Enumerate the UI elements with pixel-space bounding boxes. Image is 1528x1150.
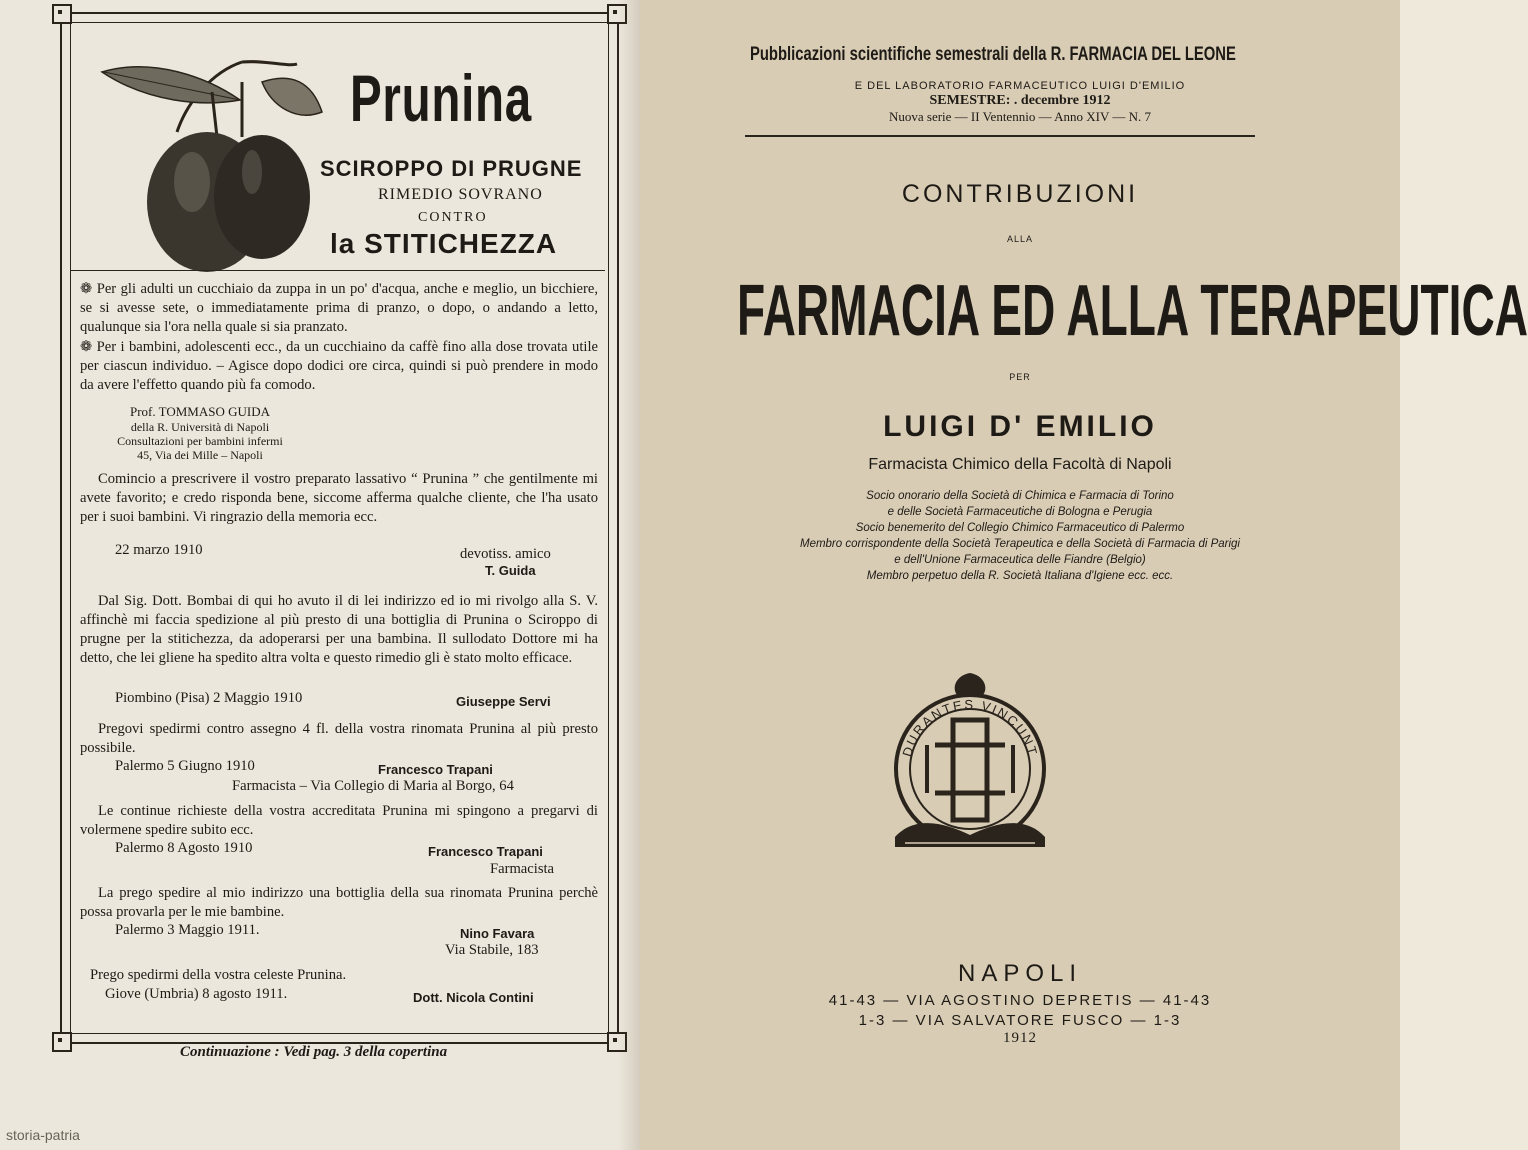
directions-children: ❁ Per i bambini, adolescenti ecc., da un cucchiaino da caffè fino alla dose trovata utile per ciascun individuo. – Agisce dopo dodici ore circa, quindi si può prendere in modo da avere l'effetto quando più fa comodo.: [80, 339, 598, 393]
per-label: PER: [1009, 372, 1031, 382]
brand-name: Prunina: [350, 61, 532, 135]
watermark: storia-patria: [6, 1127, 80, 1143]
left-page: [0, 0, 640, 1150]
product-subtitle: SCIROPPO DI PRUGNE: [320, 156, 583, 181]
testimonial-text: Comincio a prescrivere il vostro preparato lassativo “ Prunina ” che gentilmente mi avete favorito; e credo risponda bene, siccome afferma qualche cliente, che l'ha usato per i suoi bambini. Vi ringrazio della memoria ecc.: [80, 471, 598, 525]
directions-adults: ❁ Per gli adulti un cucchiaio da zuppa in un po' d'acqua, anche e meglio, un bicchiere, se si avesse sete, o immediatamente prima di pranzo, o dopo, o andando a letto, qualunque sia l'ora nella quale si sia pranzato.: [80, 281, 598, 335]
publication-line-1: Pubblicazioni scientifiche semestrali della R. FARMACIA DEL LEONE: [750, 44, 1236, 65]
address-line-2: 1-3 — VIA SALVATORE FUSCO — 1-3: [858, 1012, 1182, 1029]
testimonial-text: Pregovi spedirmi contro assegno 4 fl. della vostra rinomata Prunina al più presto possibile.: [80, 721, 598, 756]
testimonial-extra: Farmacista: [490, 861, 555, 877]
condition-label: la STITICHEZZA: [330, 228, 558, 259]
testimonial-date: Palermo 3 Maggio 1911.: [115, 922, 260, 938]
membership-line: Socio onorario della Società di Chimica e Farmacia di Torino: [866, 490, 1174, 502]
publisher-emblem: [865, 665, 1075, 875]
testimonial-text: Prego spedirmi della vostra celeste Prunina.: [90, 967, 347, 983]
testimonial-date: Palermo 8 Agosto 1910: [115, 840, 253, 856]
testimonial-signature: Nino Favara: [460, 926, 535, 941]
main-title: FARMACIA ED ALLA TERAPEUTICA: [737, 271, 1528, 351]
publication-line-2: E DEL LABORATORIO FARMACEUTICO LUIGI D'EMILIO: [854, 80, 1186, 92]
testimonial-date: 22 marzo 1910: [115, 542, 203, 558]
testimonial-extra: Farmacista – Via Collegio di Maria al Borgo, 64: [232, 778, 514, 794]
author-title: Farmacista Chimico della Facoltà di Napoli: [868, 456, 1172, 473]
testimonial-signature: Francesco Trapani: [428, 844, 543, 859]
doctor-line2: Consultazioni per bambini infermi: [117, 434, 283, 448]
testimonial-text: La prego spedire al mio indirizzo una bottiglia della sua rinomata Prunina perchè possa provarla per le mie bambine.: [80, 885, 598, 920]
contributions-heading: CONTRIBUZIONI: [901, 180, 1139, 208]
address-line-1: 41-43 — VIA AGOSTINO DEPRETIS — 41-43: [828, 992, 1212, 1009]
contro-label: CONTRO: [418, 210, 488, 225]
svg-text:DURANTES VINCUNT: [899, 697, 1040, 758]
testimonial-signature: Dott. Nicola Contini: [413, 990, 534, 1005]
author-name: LUIGI D' EMILIO: [883, 410, 1157, 443]
testimonial-signature: Giuseppe Servi: [456, 694, 551, 709]
testimonial-extra: Via Stabile, 183: [445, 942, 539, 958]
testimonial-date: Piombino (Pisa) 2 Maggio 1910: [115, 690, 303, 706]
membership-line: Membro perpetuo della R. Società Italiana d'Igiene ecc. ecc.: [866, 570, 1174, 582]
publication-line-3: SEMESTRE: . decembre 1912: [929, 93, 1111, 108]
doctor-line1: della R. Università di Napoli: [130, 420, 270, 434]
testimonial-closing: devotiss. amico: [460, 546, 551, 562]
testimonial-date: Giove (Umbria) 8 agosto 1911.: [105, 986, 288, 1002]
continuation-note: Continuazione : Vedi pag. 3 della copertina: [180, 1044, 448, 1060]
doctor-line3: 45, Via dei Mille – Napoli: [137, 448, 263, 462]
testimonial-date: Palermo 5 Giugno 1910: [115, 758, 255, 774]
publication-year: 1912: [1003, 1030, 1037, 1046]
plum-illustration: [92, 52, 324, 282]
doctor-name: Prof. TOMMASO GUIDA: [129, 404, 270, 419]
membership-line: Socio benemerito del Collegio Chimico Farmaceutico di Palermo: [855, 522, 1185, 534]
city: NAPOLI: [957, 960, 1083, 987]
publication-line-4: Nuova serie — II Ventennio — Anno XIV — N. 7: [888, 109, 1151, 124]
membership-line: e dell'Unione Farmaceutica delle Fiandre (Belgio): [894, 554, 1146, 566]
emblem-motto: DURANTES VINCUNT: [899, 696, 1041, 759]
testimonial-signature: Francesco Trapani: [378, 762, 493, 777]
testimonial-text: Dal Sig. Dott. Bombai di qui ho avuto il di lei indirizzo ed io mi rivolgo alla S. V. affinchè mi faccia spedizione al più presto di una bottiglia di Prunina o Sciroppo di prugne per la stitichezza, da adoperarsi per una bambina. Il sullodato Dottore mi ha detto, che lei gliene ha spedito altra volta e questo rimedio gli è stato molto efficace.: [80, 593, 598, 666]
remedy-label: RIMEDIO SOVRANO: [378, 186, 543, 203]
alla-label: ALLA: [1006, 234, 1034, 244]
membership-line: e delle Società Farmaceutiche di Bologna e Perugia: [887, 506, 1153, 518]
testimonial-text: Le continue richieste della vostra accreditata Prunina mi spingono a pregarvi di volermene spedire subito ecc.: [80, 803, 598, 838]
testimonial-signature: T. Guida: [485, 563, 536, 578]
membership-line: Membro corrispondente della Società Terapeutica e della Società di Farmacia di Parigi: [799, 538, 1240, 550]
right-page: [640, 0, 1528, 1150]
header-rule: [745, 135, 1255, 137]
